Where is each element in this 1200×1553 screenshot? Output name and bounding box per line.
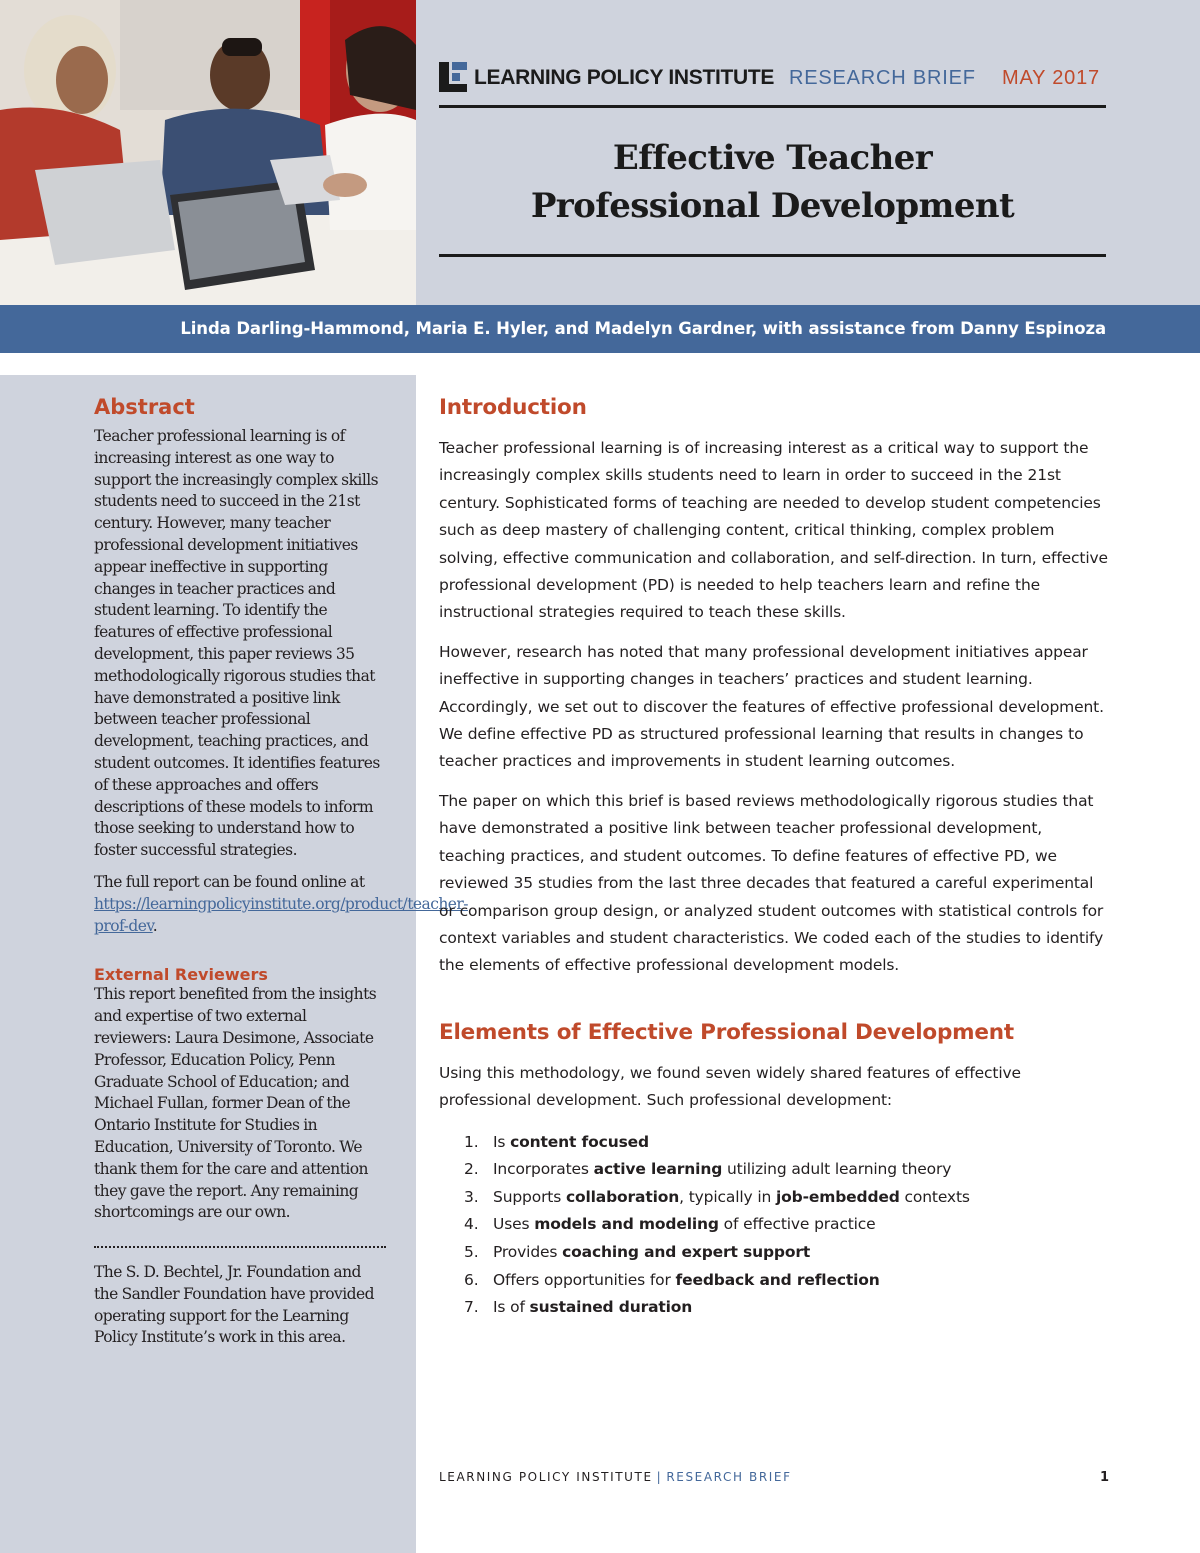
title-line-2: Professional Development [530, 186, 1015, 226]
item-text: of effective practice [718, 1215, 876, 1234]
reviewers-text: This report benefited from the insights and expertise of two external reviewers: Laura Desimone, Associate Professor, Education Policy, Penn Graduate School of Education; and Michael Fullan, former Dean of the Ontario Institute for Studies in Education, University of Toronto. We thank them for the care and attention they gave the report. Any remaining shortcomings are our own. [94, 985, 377, 1222]
item-text: contexts [899, 1187, 970, 1206]
page-number: 1 [1099, 1470, 1109, 1485]
item-emphasis: content focused [510, 1132, 649, 1151]
report-suffix: . [152, 916, 158, 935]
list-number: 4. [464, 1215, 479, 1234]
item-text: Is of [493, 1298, 530, 1317]
elements-heading: Elements of Effective Professional Development [439, 1019, 1014, 1045]
list-number: 2. [464, 1160, 479, 1179]
org-name: LEARNING POLICY INSTITUTE [474, 66, 775, 89]
report-note [94, 872, 468, 937]
footer-doc-type: RESEARCH BRIEF [666, 1470, 792, 1484]
abstract-heading: Abstract [94, 395, 195, 419]
page-title [439, 134, 1106, 230]
header-rule-top [439, 105, 1106, 108]
list-number: 1. [464, 1132, 479, 1151]
list-number: 7. [464, 1298, 479, 1317]
sidebar-content [94, 395, 468, 1349]
footer-org: LEARNING POLICY INSTITUTE [439, 1470, 653, 1484]
list-item [439, 1156, 1109, 1184]
header-rule-bottom [439, 254, 1106, 257]
page-footer [439, 1470, 1109, 1490]
item-text: Uses [493, 1215, 535, 1234]
authors: Linda Darling-Hammond, Maria E. Hyler, and Madelyn Gardner, with assistance from Danny Espinoza [180, 319, 1106, 338]
item-emphasis: feedback and reflection [675, 1270, 880, 1289]
item-emphasis: collaboration [565, 1187, 680, 1206]
cover-photo [0, 0, 416, 305]
item-text: utilizing adult learning theory [722, 1160, 952, 1179]
item-text: Incorporates [493, 1160, 594, 1179]
date-label: MAY 2017 [1002, 67, 1100, 89]
item-text: , typically in [679, 1187, 776, 1206]
intro-paragraph-3: The paper on which this brief is based reviews methodologically rigorous studies that have demonstrated a positive link between teacher professional development, teaching practices, and student outcomes. To define features of effective PD, we reviewed 35 studies from the last three decades that featured a careful experimental or comparison group design, or analyzed student outcomes with statistical controls for context variables and student characteristics. We coded each of the studies to identify the elements of effective professional development models. [439, 791, 1104, 975]
list-number: 3. [464, 1187, 479, 1206]
features-list [439, 1129, 1109, 1322]
item-text: Provides [493, 1242, 563, 1261]
doc-type-label: RESEARCH BRIEF [789, 67, 976, 89]
list-item [439, 1184, 1109, 1212]
list-number: 5. [464, 1242, 479, 1261]
item-text: Is [493, 1132, 511, 1151]
list-item [439, 1239, 1109, 1267]
abstract-text: Teacher professional learning is of increasing interest as one way to support the increasingly complex skills students need to succeed in the 21st century. However, many teacher professional development initiatives appear ineffective in supporting changes in teacher practices and student learning. To identify the features of effective professional development, this paper reviews 35 methodologically rigorous studies that have demonstrated a positive link between teacher professional development, teaching practices, and student outcomes. It identifies features of these approaches and offers descriptions of these models to inform those seeking to understand how to foster successful strategies. [94, 427, 380, 860]
list-item [439, 1129, 1109, 1157]
elements-intro: Using this methodology, we found seven widely shared features of effective professional development. Such professional development: [439, 1063, 1021, 1110]
item-emphasis: models and modeling [534, 1215, 719, 1234]
item-emphasis: job-embedded [775, 1187, 900, 1206]
list-item [439, 1267, 1109, 1295]
intro-paragraph-2: However, research has noted that many professional development initiatives appear ineffective in supporting changes in teachers’ practices and student learning. Accordingly, we set out to discover the features of effective professional development. We define effective PD as structured professional learning that results in changes to teacher practices and improvements in student learning outcomes. [439, 642, 1104, 771]
author-bar [0, 305, 1200, 353]
dotted-divider [94, 1246, 386, 1248]
item-text: Offers opportunities for [493, 1270, 676, 1289]
list-item [439, 1211, 1109, 1239]
item-emphasis: active learning [593, 1160, 723, 1179]
item-emphasis: coaching and expert support [562, 1242, 811, 1261]
reviewers-heading: External Reviewers [94, 965, 268, 985]
header-panel [0, 0, 1200, 305]
lpi-logo-icon [439, 62, 467, 92]
title-line-1: Effective Teacher [612, 138, 933, 178]
item-text: Supports [493, 1187, 566, 1206]
sidebar [0, 375, 468, 1553]
main-column [439, 395, 1109, 1322]
footer-separator: | [656, 1470, 663, 1484]
funding-text: The S. D. Bechtel, Jr. Foundation and the Sandler Foundation have provided operating support for the Learning Policy Institute’s work in this area. [94, 1263, 375, 1347]
list-number: 6. [464, 1270, 479, 1289]
report-prefix: The full report can be found online at [94, 872, 365, 891]
intro-paragraph-1: Teacher professional learning is of increasing interest as a critical way to support the increasingly complex skills students need to learn in order to succeed in the 21st century. Sophisticated forms of teaching are needed to develop student competencies such as deep mastery of challenging content, critical thinking, complex problem solving, effective communication and collaboration, and self-direction. In turn, effective professional development (PD) is needed to help teachers learn and refine the instructional strategies required to teach these skills. [439, 439, 1108, 622]
list-item [439, 1294, 1109, 1322]
item-emphasis: sustained duration [529, 1298, 693, 1317]
report-link[interactable]: https://learningpolicyinstitute.org/product/teacher-prof-dev [94, 894, 468, 935]
brand-bar [439, 60, 1106, 98]
intro-heading: Introduction [439, 395, 587, 420]
